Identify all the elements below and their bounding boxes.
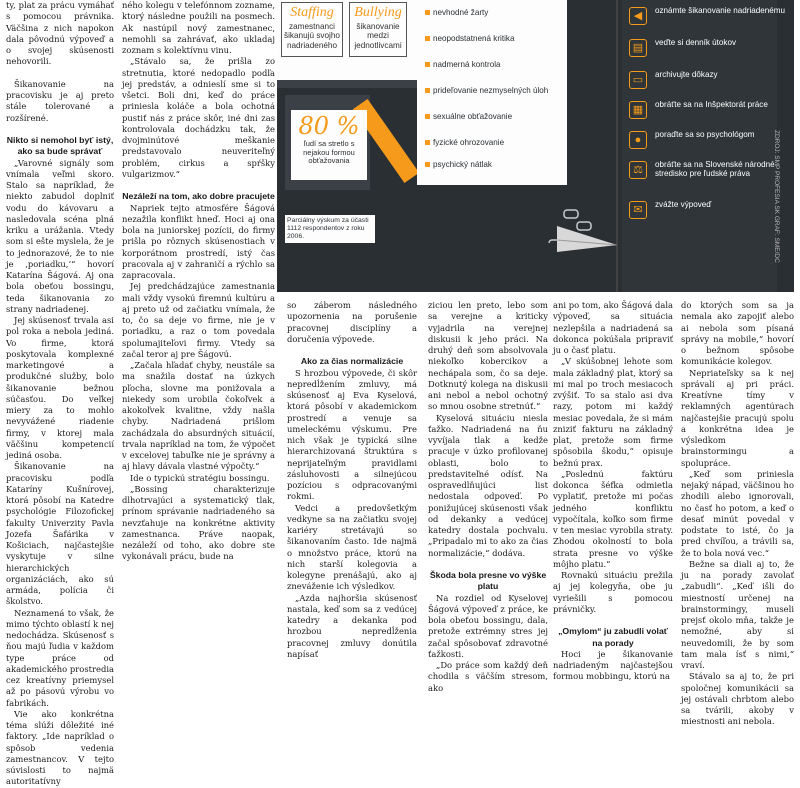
form-item: psychický nátlak	[433, 160, 492, 169]
paragraph: Kyselová situáciu niesla ťažko. Nadriadená na ňu vyvíjala tlak a kedže pracuje v úzko profilovanej oblasti, bolo to predstaviteľné odísť. Na ospravedlňujúci list nedostala odpoveď. Po ponižujúcej skúsenosti však od dekanky a vedúcej katedry dostala pochvalu. „Pripadalo mi to ako za čias normalizácie,“ dodáva.	[428, 412, 548, 558]
staffing-box	[281, 2, 343, 57]
article-column-5	[553, 300, 673, 683]
paragraph: Vie ako konkrétna téma slúži dôležité iné faktory. „Ide napríklad o spôsob vedenia zamestnancov. V tejto súvislosti to najmä autoritatívny	[6, 708, 114, 787]
stat-note	[291, 110, 367, 180]
paragraph: Nepriateľsky sa k nej správali aj pri práci. Kreatívne tímy v reklamných agentúrach najčastejšie pracujú spolu a konkrétna idea je výsledkom brainstormingu a spolupráce.	[681, 367, 794, 468]
paragraph: „Azda najhoršia skúsenosť nastala, keď som sa z vedúcej katedry a dekanka pod hrozbou nepredĺženia pracovnej zmluvy donútila napísať	[287, 592, 417, 659]
advice-item: ● poraďte sa so psychológom	[629, 130, 769, 152]
footnote: Parciálny výskum za účasti 1112 respondentov z roku 2006.	[285, 215, 375, 243]
stat-percent: 80 %	[298, 112, 360, 140]
paragraph: „Bossing charakterizuje dlhotrvajúci a systematický tlak, prínom správanie nadriadeného sa nevzťahuje na konkrétne aktivity zamestnanca. Práve naopak, nezáleží od toho, ako dobre ste vykonávali prácu, bude na	[122, 483, 275, 562]
subheading: Nezáleží na tom, ako dobre pracujete	[122, 191, 275, 202]
scissors-icon	[517, 206, 617, 272]
advice-item: ▭ archivujte dôkazy	[629, 70, 769, 92]
advice-item: ▦ obráťte sa na Inšpektorát práce	[629, 100, 769, 122]
article-column-6	[681, 300, 794, 728]
list-notepad-bottom	[417, 150, 567, 185]
staffing-title: Staffing	[290, 5, 334, 20]
notebook-icon: ▤	[629, 39, 647, 57]
article-column-1	[6, 0, 114, 788]
folder-icon: ▭	[629, 71, 647, 89]
infographic-credit: ZDROJ: SMP PROFESIA SK GRAF: SME/DC	[773, 130, 780, 263]
infographic	[277, 0, 794, 292]
bullying-text: šikanovanie medzi jednotlivcami	[354, 22, 402, 50]
form-item: nadmerná kontrola	[433, 60, 501, 69]
paragraph: „V skúšobnej lehote som mala základný plat, ktorý sa mi mal po troch mesiacoch zvýšiť. To sa stalo asi dva razy, potom mi každý mesiac povedala, že si mám zniziť fakturu na základný plat, pretože som firme spôsobila škodu,“ opisuje bežnú prax.	[553, 356, 673, 468]
scales-icon: ⚖	[629, 161, 647, 179]
subheading: „Omylom“ ju zabudli volať na porady	[558, 626, 668, 648]
paragraph: Napriek tejto atmosfére Šágová nezažila konflikt hneď. Hoci aj ona bola na juniorskej pozícii, do firmy prišla po rôznych skúsenostiach v korporátnom prostredí, istý čas pracovala aj v zahraničí a rýchlo sa zapracovala.	[122, 202, 275, 280]
paragraph: ného kolegu v telefónnom zozname, ktorý následne použili na posmech. Ak nastúpil nový zamestnanec, nemohli sa zahrávať, ako ukladaj zoznam s kolektívnu vinu.	[122, 0, 275, 55]
paragraph: Šikanovanie na pracovisku je aj preto stále tolerované a rozšírené.	[6, 78, 114, 123]
paragraph: Jej predchádzajúce zamestnania mali vždy vysokú firemnú kultúru a aj preto už od začiatku vnímala, že to, čo sa deje vo firme, nie je v poriadku, a raz o tom povedala spolumajiteľovi firmy. Vtedy sa začal teror aj pre Šágovú.	[122, 281, 275, 359]
person-icon: ●	[629, 131, 647, 149]
bullying-box	[349, 2, 407, 57]
subheading: Nikto si nemohol byť istý, ako sa bude správať	[6, 135, 114, 157]
subheading: Ako za čias normalizácie	[300, 356, 404, 367]
paragraph: S hrozbou výpovede, či skôr nepredĺžením zmluvy, má skúsenosť aj Eva Kyselová, ktorá pôsobí v akademickom prostredí a venuje sa umeleckému výskumu. Pre nich však je typická silne hierarchizovaná štruktúra s neprijateľným pravidlami zásluhovosti a silnejúcou pozíciou s odpracovanými rokmi.	[287, 367, 417, 502]
paper-icon: ✉	[629, 201, 647, 219]
paragraph: Stávalo sa aj to, že pri spoločnej komunikácii sa jej ostávali chrbtom alebo sa tvárili, akoby v miestnosti ani nebola.	[681, 671, 794, 727]
advice-item: ◀ oznámte šikanovanie nadriadenému	[629, 6, 769, 28]
form-item: nevhodné žarty	[433, 8, 489, 17]
article-column-3	[287, 300, 417, 660]
advice-item: ✉ zvážte výpoveď	[629, 200, 769, 222]
paragraph: Jej skúsenosť trvala asi pol roka a nebola jediná. Vo firme, ktorá poskytovala komplexné marketingové a produkčné služby, bolo šikanovanie bežnou súčasťou. Do veľkej miery za to mohlo nevyvážené riadenie firmy, v ktorej mala väčšinu kompetencií jediná osoba.	[6, 315, 114, 460]
paragraph: Neznamená to však, že mimo týchto oblastí k nej nedochádza. Skúsenosť s ňou majú ľudia v každom type práce od akademického prostredia cez kreatívny priemysel až po pásovú výrobu vo fabrikách.	[6, 607, 114, 708]
staffing-text: zamestnanci šikanujú svojho nadriadeného	[284, 22, 340, 50]
form-item: sexuálne obťažovanie	[433, 112, 513, 121]
paragraph: Bežne sa diali aj to, že ju na porady zavolať „zabudli“. „Keď išli do miestností určenej na brainstormingy, museli prejsť okolo mňa, takže je nemožné, aby si neuvedomili, že by som tam mala ísť s nimi,“ vraví.	[681, 558, 794, 670]
paragraph: Ide o typickú stratégiu bossingu.	[130, 472, 270, 483]
paragraph: „Keď som priniesla nejaký nápad, väčšinou ho zhodili alebo ignorovali, no časť ho potom, a keď o desať minút povedal v podstate to isté, čo ja pred chvíľou, a trávili sa, že to bola nová vec.“	[681, 468, 794, 558]
paragraph: do ktorých som sa ja nemala ako zapojiť alebo ai nebola som písaná správy na mobile,“ hovorí o bežnom spôsobe komunikácie kolegov.	[681, 300, 794, 367]
paragraph: „Varovné signály som vnímala veľmi skoro. Stalo sa napríklad, že niekto zabudol doplniť vodu do kávovaru a nasledovala scéna plná kriku a urážania. Vtedy som si ešte myslela, že je to jednorazové, že to nie je ‚poriadku,‘“ hovorí Katarína Šágová. Aj ona bola obeťou bossingu, teda šikanovania zo strany nadriadenej.	[6, 157, 114, 314]
paragraph: „Začala hľadať chyby, neustále sa ma snažila dostať na úzkych pľocha, slovne ma ponižovala a niekedy som urobila čokoľvek a akokoľvek kvalitne, vždy našla chyby. Nadriadená prišlom zachádzala do absurdných situácií, trvala napríklad na tom, že výpočet v excelovej tabuľke nie je správny a aj hlavy dávala vlastné výpočty.“	[122, 360, 275, 472]
stat-text: ľudí sa stretlo s nejakou formou obťažovania	[303, 139, 355, 165]
paragraph: Vedci a predovšetkým vedkyne sa na začiatku svojej kariéry stretávajú so šikanovaním často. Ide najmä o množstvo práce, ktorú na nich starší kolegovia a kolegyne prenášajú, ako aj zneváženie ich výsledkov.	[287, 502, 417, 592]
megaphone-icon: ◀	[629, 7, 647, 25]
form-item: prideľovanie nezmyselných úloh	[433, 86, 549, 95]
paragraph: „Do práce som každý deň chodila s väčším stresom, ako	[428, 660, 548, 693]
article-column-2	[122, 0, 275, 563]
paragraph: „Stávalo sa, že prišla zo stretnutia, ktoré nedopadlo podľa jej predstáv, a odnieslí sme si to všetci. Boli dni, keď do práce priniesla koláče a bola ochotná pustiť nás z práce skôr, iné dni zas kontrolovala dochádzku tak, že dvojminútové meškanie predstavovalo neuveriteľný problém, cirkus a spŕšky vulgarizmov.“	[122, 56, 275, 179]
paragraph: Šikanovanie na pracovisku podľa Kataríny Kušnírovej, ktorá pôsobí na Katedre psychológie Filozofickej fakulty Univerzity Pavla Jozefa Šafárika v Košiciach, najčastejšie vyskytuje v silne hierarchických organizáciách, ako sú armáda, polícia či školstvo.	[6, 461, 114, 607]
bullying-title: Bullying	[354, 5, 402, 20]
paragraph: Na rozdiel od Kyselovej Šágová výpoveď z práce, ke bola obeťou bossingu, dala, pretože extrémny stres jej začal spôsobovať zdravotné ťažkosti.	[428, 592, 548, 659]
paragraph: ani po tom, ako Šágová dala výpoveď, sa situácia nezlepšila a nadriadená sa dokonca pokúšala pripraviť ju o časť platu.	[553, 300, 673, 355]
paragraph: so záberom následného upozornenia na porušenie pracovnej disciplíny a doručenia výpovede.	[287, 300, 417, 344]
form-item: fyzické ohrozovanie	[433, 138, 505, 147]
advice-item: ▤ veďte si denník útokov	[629, 38, 769, 60]
paragraph: Hoci je šikanovanie nadriadeným najčastejšou formou mobbingu, ktorú na	[553, 648, 673, 682]
paragraph: Rovnakú situáciu prežila aj jej kolegyňa, obe ju vyriešili s pomocou právničky.	[553, 570, 673, 614]
document-icon: ▦	[629, 101, 647, 119]
advice-item: ⚖ obráťte sa na Slovenské národné stredisko pre ľudské práva	[629, 160, 779, 190]
subheading: Škoda bola presne vo výške platu	[429, 570, 547, 592]
form-item: neopodstatnená kritika	[433, 34, 515, 43]
paragraph: „Poslednú faktúru dokonca šéfka odmietla vyplatiť, pretože mi počas jedného konfliktu vypočítala, koľko som firme v ten mesiac vyrobila straty. Zhodou okolností to bola strata presne vo výške môjho platu.“	[553, 468, 673, 569]
article-column-4	[428, 300, 548, 694]
list-notepad	[417, 0, 567, 150]
paragraph: ty, plat za prácu vymáhať s pomocou právnika. Väčšina z nich napokon dala pôvodnú výpoveď a o svojej skúsenosti nehovorili.	[6, 0, 114, 67]
paragraph: ziciou len preto, lebo som sa verejne a kriticky vyjadrila na verejnej diskusii k jeho práci. Na druhý deň som absolvovala niekoľko kobercikov a nechápala som, čo sa deje. Dotknutý kolega na diskusii ani nebol a nebol ochotný so mnou osobne stretnúť.“	[428, 300, 548, 412]
